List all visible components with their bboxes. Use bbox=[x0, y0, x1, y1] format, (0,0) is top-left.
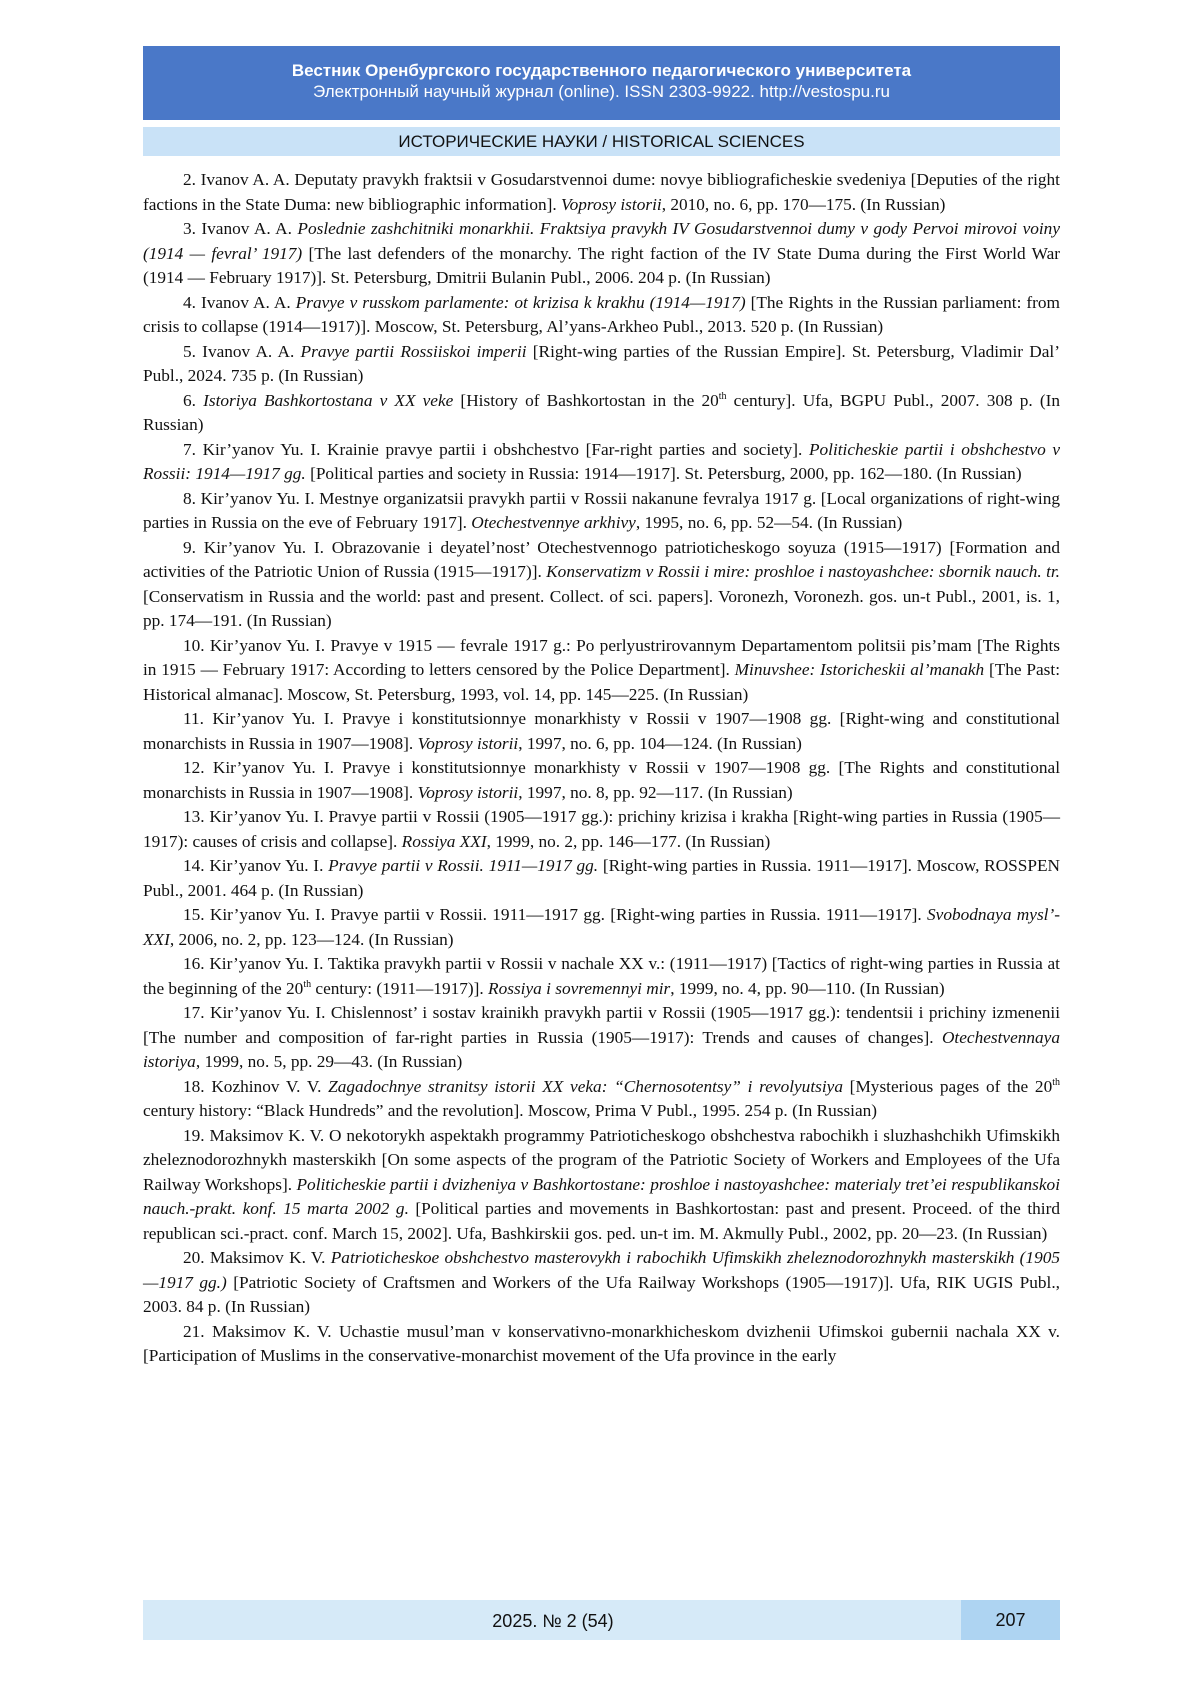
journal-title: Вестник Оренбургского государственного педагогического университета bbox=[291, 61, 912, 80]
reference-16: 16. Kir’yanov Yu. I. Taktika pravykh partii v Rossii v nachale XX v.: (1911—1917) [Tactics of right-wing parties in Russia at the beginning of the 20th century: (1911—1917)]. Rossiya i sovremennyi mir, 1999, no. 4, pp. 90—110. (In Russian) bbox=[143, 954, 1060, 998]
section-heading: ИСТОРИЧЕСКИЕ НАУКИ / HISTORICAL SCIENCES bbox=[143, 127, 1060, 156]
reference-8: 8. Kir’yanov Yu. I. Mestnye organizatsii pravykh partii v Rossii nakanune fevralya 1917 g. [Local organizations of right-wing parties in Russia on the eve of February 1917]. Otechestvennye arkhivy, 1995, no. 6, pp. 52—54. (In Russian) bbox=[143, 488, 1060, 532]
reference-19: 19. Maksimov K. V. O nekotorykh aspektakh programmy Patrioticheskogo obshchestva rabochikh i sluzhashchikh Ufimskikh zheleznodorozhnykh masterskikh [On some aspects of the program of the Patriotic Society of Workers and Employees of the Ufa Railway Workshops]. Politicheskie partii i dvizheniya v Bashkortostane: proshloe i nastoyashchee: materialy tret’ei respublikanskoi nauch.-prakt. konf. 15 marta 2002 g. [Political parties and movements in Bashkortostan: past and present. Proceed. of the third republican sci.-pract. conf. March 15, 2002]. Ufa, Bashkirskii gos. ped. un-t im. M. Akmully Publ., 2002, pp. 20—23. (In Russian) bbox=[143, 1125, 1060, 1243]
reference-10: 10. Kir’yanov Yu. I. Pravye v 1915 — fevrale 1917 g.: Po perlyustrirovannym Departamentom politsii pis’mam [The Rights in 1915 — February 1917: According to letters censored by the Police Department]. Minuvshee: Istoricheskii al’manakh [The Past: Historical almanac]. Moscow, St. Petersburg, 1993, vol. 14, pp. 145—225. (In Russian) bbox=[143, 635, 1061, 704]
reference-13: 13. Kir’yanov Yu. I. Pravye partii v Rossii (1905—1917 gg.): prichiny krizisa i krakha [Right-wing parties in Russia (1905—1917): causes of crisis and collapse]. Rossiya XXI, 1999, no. 2, pp. 146—177. (In Russian) bbox=[143, 807, 1060, 851]
reference-14: 14. Kir’yanov Yu. I. Pravye partii v Rossii. 1911—1917 gg. [Right-wing parties in Russia. 1911—1917]. Moscow, ROSSPEN Publ., 2001. 464 p. (In Russian) bbox=[143, 856, 1060, 900]
journal-subtitle: Электронный научный журнал (online). ISSN 2303-9922. http://vestospu.ru bbox=[313, 82, 890, 101]
reference-15: 15. Kir’yanov Yu. I. Pravye partii v Rossii. 1911—1917 gg. [Right-wing parties in Russia. 1911—1917]. Svobodnaya mysl’-XXI, 2006, no. 2, pp. 123—124. (In Russian) bbox=[143, 905, 1060, 949]
reference-3: 3. Ivanov A. A. Poslednie zashchitniki monarkhii. Fraktsiya pravykh IV Gosudarstvennoi dumy v gody Pervoi mirovoi voiny (1914 — fevral’ 1917) [The last defenders of the monarchy. The right faction of the IV State Duma during the First World War (1914 — February 1917)]. St. Petersburg, Dmitrii Bulanin Publ., 2006. 204 p. (In Russian) bbox=[143, 219, 1061, 287]
reference-5: 5. Ivanov A. A. Pravye partii Rossiiskoi imperii [Right-wing parties of the Russian Empire]. St. Petersburg, Vladimir Dal’ Publ., 2024. 735 p. (In Russian) bbox=[143, 341, 1060, 385]
page-number: 207 bbox=[961, 1600, 1060, 1640]
reference-2: 2. Ivanov A. A. Deputaty pravykh fraktsii v Gosudarstvennoi dume: novye bibliograficheskie svedeniya [Deputies of the right factions in the State Duma: new bibliographic information]. Voprosy istorii, 2010, no. 6, pp. 170—175. (In Russian) bbox=[143, 170, 1060, 214]
reference-12: 12. Kir’yanov Yu. I. Pravye i konstitutsionnye monarkhisty v Rossii v 1907—1908 gg. [The Rights and constitutional monarchists in Russia in 1907—1908]. Voprosy istorii, 1997, no. 8, pp. 92—117. (In Russian) bbox=[143, 758, 1060, 802]
reference-6: 6. Istoriya Bashkortostana v XX veke [History of Bashkortostan in the 20th century]. Ufa, BGPU Publ., 2007. 308 p. (In Russian) bbox=[143, 390, 1061, 434]
issue-number: 2025. № 2 (54) bbox=[492, 1611, 614, 1631]
page-footer bbox=[143, 1600, 1060, 1640]
reference-11: 11. Kir’yanov Yu. I. Pravye i konstitutsionnye monarkhisty v Rossii v 1907—1908 gg. [Right-wing and constitutional monarchists in Russia in 1907—1908]. Voprosy istorii, 1997, no. 6, pp. 104—124. (In Russian) bbox=[143, 709, 1060, 753]
reference-17: 17. Kir’yanov Yu. I. Chislennost’ i sostav krainikh pravykh partii v Rossii (1905—1917 gg.): tendentsii i prichiny izmenenii [The number and composition of far-right parties in Russia (1905—1917): Trends and causes of changes]. Otechestvennaya istoriya, 1999, no. 5, pp. 29—43. (In Russian) bbox=[143, 1003, 1060, 1071]
reference-list bbox=[143, 168, 1060, 1369]
reference-9: 9. Kir’yanov Yu. I. Obrazovanie i deyatel’nost’ Otechestvennogo patrioticheskogo soyuza (1915—1917) [Formation and activities of the Patriotic Union of Russia (1915—1917)]. Konservatizm v Rossii i mire: proshloe i nastoyashchee: sbornik nauch. tr. [Conservatism in Russia and the world: past and present. Collect. of sci. papers]. Voronezh, Voronezh. gos. un-t Publ., 2001, is. 1, pp. 174—191. (In Russian) bbox=[143, 537, 1061, 630]
reference-20: 20. Maksimov K. V. Patrioticheskoe obshchestvo masterovykh i rabochikh Ufimskikh zheleznodorozhnykh masterskikh (1905—1917 gg.) [Patriotic Society of Craftsmen and Workers of the Ufa Railway Workshops (1905—1917)]. Ufa, RIK UGIS Publ., 2003. 84 p. (In Russian) bbox=[143, 1248, 1061, 1316]
reference-4: 4. Ivanov A. A. Pravye v russkom parlamente: ot krizisa k krakhu (1914—1917) [The Rights in the Russian parliament: from crisis to collapse (1914—1917)]. Moscow, St. Petersburg, Al’yans-Arkheo Publ., 2013. 520 p. (In Russian) bbox=[143, 292, 1060, 336]
journal-header bbox=[143, 46, 1060, 120]
reference-7: 7. Kir’yanov Yu. I. Krainie pravye partii i obshchestvo [Far-right parties and society]. Politicheskie partii i obshchestvo v Rossii: 1914—1917 gg. [Political parties and society in Russia: 1914—1917]. St. Petersburg, 2000, pp. 162—180. (In Russian) bbox=[143, 439, 1060, 483]
reference-18: 18. Kozhinov V. V. Zagadochnye stranitsy istorii XX veka: “Chernosotentsy” i revolyutsiya [Mysterious pages of the 20th century history: “Black Hundreds” and the revolution]. Moscow, Prima V Publ., 1995. 254 p. (In Russian) bbox=[143, 1076, 1060, 1120]
reference-21: 21. Maksimov K. V. Uchastie musul’man v konservativno-monarkhicheskom dvizhenii Ufimskoi gubernii nachala XX v. [Participation of Muslims in the conservative-monarchist movement of the Ufa province in the early bbox=[143, 1321, 1060, 1365]
